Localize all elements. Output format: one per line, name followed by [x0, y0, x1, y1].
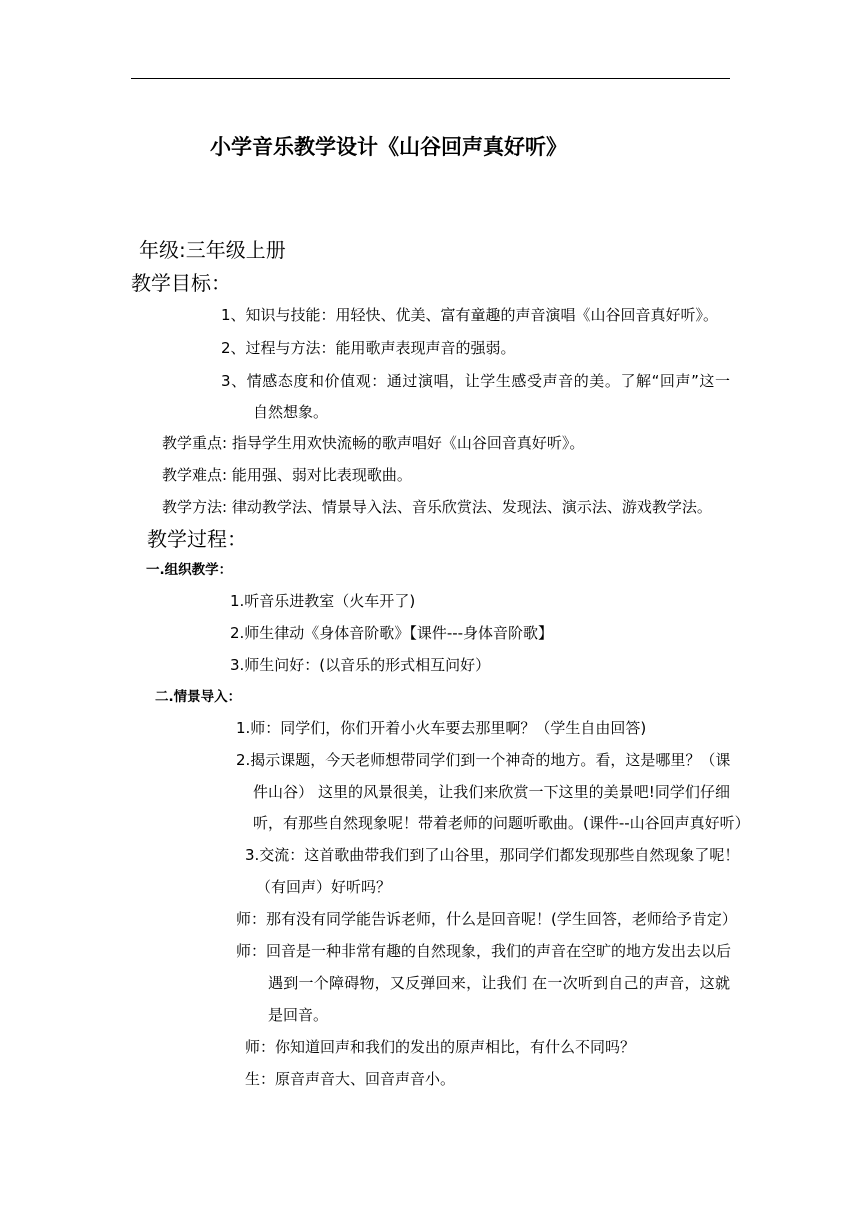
paragraph-line: 2.揭示课题，今天老师想带同学们到一个神奇的地方。看，这是哪里？（课 — [236, 751, 731, 769]
paragraph-line: （有回声）好听吗？ — [256, 878, 392, 896]
objectives-heading: 教学目标： — [131, 271, 231, 295]
dialogue-line: 师：回音是一种非常有趣的自然现象，我们的声音在空旷的地方发出去以后 — [236, 942, 732, 960]
methods-line: 教学方法: 律动教学法、情景导入法、音乐欣赏法、发现法、演示法、游戏教学法。 — [162, 498, 712, 516]
paragraph-line: 听，有那些自然现象呢！带着老师的问题听歌曲。(课件--山谷回声真好听） — [253, 814, 750, 832]
list-item: 3.师生问好：(以音乐的形式相互问好） — [230, 656, 491, 674]
objective-item-continued: 自然想象。 — [253, 403, 329, 421]
paragraph-line: 件山谷） 这里的风景很美，让我们来欣赏一下这里的美景吧!同学们仔细 — [253, 783, 730, 801]
objective-item: 3、情感态度和价值观：通过演唱，让学生感受声音的美。了解“回声”这一 — [221, 372, 730, 390]
grade-line: 年级:三年级上册 — [139, 238, 286, 262]
section-heading: 二.情景导入： — [155, 689, 242, 705]
header-rule — [131, 78, 730, 79]
process-heading: 教学过程： — [147, 527, 247, 551]
paragraph-line: 3.交流：这首歌曲带我们到了山谷里，那同学们都发现那些自然现象了呢！ — [245, 846, 740, 864]
paragraph-line: 1.师：同学们，你们开着小火车要去那里啊？（学生自由回答) — [236, 719, 647, 737]
difficulty-line: 教学难点: 能用强、弱对比表现歌曲。 — [162, 466, 412, 484]
dialogue-line: 遇到一个障碍物，又反弹回来，让我们 在一次听到自己的声音，这就 — [268, 974, 730, 992]
section-heading: 一.组织教学： — [146, 562, 233, 578]
objective-item: 2、过程与方法：能用歌声表现声音的强弱。 — [221, 339, 516, 357]
dialogue-line: 是回音。 — [268, 1006, 329, 1024]
key-point-line: 教学重点: 指导学生用欢快流畅的歌声唱好《山谷回音真好听》。 — [162, 434, 585, 452]
page-title: 小学音乐教学设计《山谷回声真好听》 — [210, 135, 567, 159]
dialogue-line: 生：原音声音大、回音声音小。 — [245, 1070, 456, 1088]
list-item: 1.听音乐进教室（火车开了) — [230, 592, 416, 610]
dialogue-line: 师：那有没有同学能告诉老师，什么是回音呢！(学生回答，老师给予肯定） — [236, 910, 737, 928]
list-item: 2.师生律动《身体音阶歌》【课件---身体音阶歌】 — [230, 624, 554, 642]
objective-item: 1、知识与技能：用轻快、优美、富有童趣的声音演唱《山谷回音真好听》。 — [221, 306, 719, 324]
dialogue-line: 师：你知道回声和我们的发出的原声相比，有什么不同吗？ — [245, 1038, 636, 1056]
